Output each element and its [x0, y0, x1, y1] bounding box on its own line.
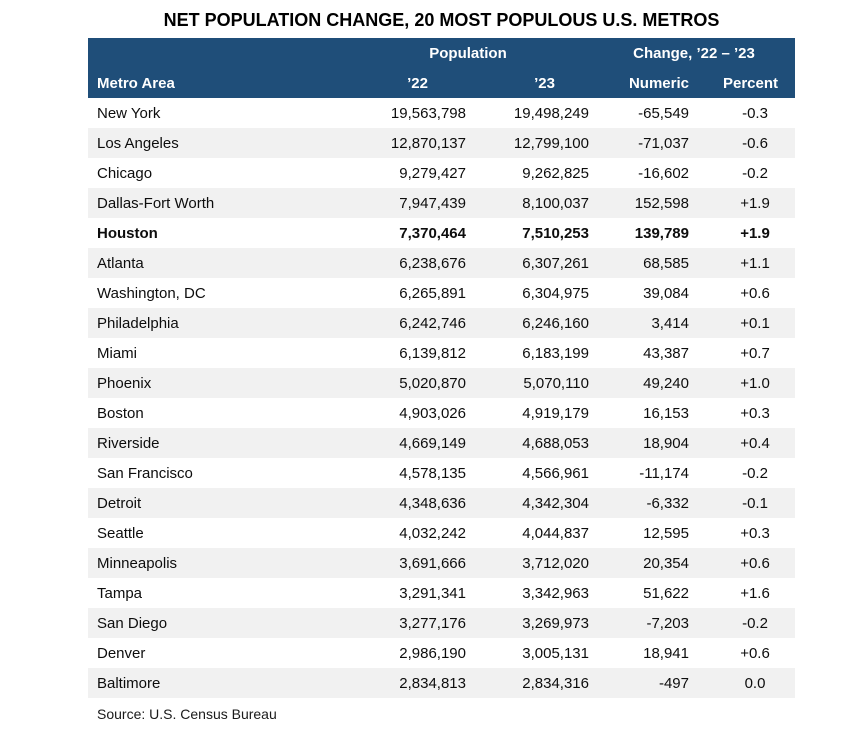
group-header-population: Population	[313, 38, 593, 68]
numeric-cell: -6,332	[646, 494, 689, 512]
percent-cell: -0.1	[742, 494, 768, 512]
table-row	[88, 668, 795, 698]
numeric-cell: -7,203	[646, 614, 689, 632]
percent-cell: +0.6	[740, 644, 770, 662]
pop23-cell: 2,834,316	[522, 674, 589, 692]
table-row	[88, 638, 795, 668]
group-header-spacer	[88, 38, 313, 68]
metro-cell: Baltimore	[97, 674, 161, 692]
pop22-cell: 3,291,341	[399, 584, 466, 602]
table-row	[88, 308, 795, 338]
col-header-pop-23: ’23	[470, 68, 593, 98]
percent-cell: +0.6	[740, 554, 770, 572]
metro-cell: Detroit	[97, 494, 142, 512]
pop23-cell: 6,304,975	[522, 284, 589, 302]
column-header-row	[88, 68, 795, 98]
pop22-cell: 9,279,427	[399, 164, 466, 182]
pop22-cell: 6,238,676	[399, 254, 466, 272]
table-row	[88, 98, 795, 128]
table-row	[88, 128, 795, 158]
metro-cell: Seattle	[97, 524, 144, 542]
percent-cell: -0.2	[742, 164, 768, 182]
table-row	[88, 488, 795, 518]
table-body	[88, 98, 795, 698]
table-row	[88, 368, 795, 398]
metro-cell: Minneapolis	[97, 554, 178, 572]
numeric-cell: 152,598	[634, 194, 689, 212]
numeric-cell: 49,240	[643, 374, 689, 392]
percent-cell: +0.4	[740, 434, 770, 452]
numeric-cell: 18,904	[643, 434, 689, 452]
pop23-cell: 4,342,304	[522, 494, 589, 512]
pop22-cell: 6,242,746	[399, 314, 466, 332]
pop22-cell: 2,834,813	[399, 674, 466, 692]
percent-cell: +1.6	[740, 584, 770, 602]
col-header-pop-22: ’22	[313, 68, 470, 98]
numeric-cell: 68,585	[643, 254, 689, 272]
table-row	[88, 158, 795, 188]
pop23-cell: 19,498,249	[513, 104, 589, 122]
pop22-cell: 5,020,870	[399, 374, 466, 392]
metro-cell: Denver	[97, 644, 146, 662]
metro-cell: San Diego	[97, 614, 168, 632]
numeric-cell: -16,602	[638, 164, 689, 182]
pop23-cell: 3,005,131	[522, 644, 589, 662]
table-row	[88, 458, 795, 488]
pop22-cell: 7,947,439	[399, 194, 466, 212]
numeric-cell: 39,084	[643, 284, 689, 302]
pop23-cell: 5,070,110	[523, 374, 589, 392]
pop22-cell: 7,370,464	[399, 224, 466, 242]
table-row	[88, 398, 795, 428]
percent-cell: +0.7	[740, 344, 770, 362]
pop22-cell: 3,277,176	[399, 614, 466, 632]
metro-cell: San Francisco	[97, 464, 193, 482]
pop23-cell: 8,100,037	[522, 194, 589, 212]
numeric-cell: -71,037	[638, 134, 689, 152]
numeric-cell: -11,174	[639, 464, 689, 482]
metro-cell: New York	[97, 104, 161, 122]
pop23-cell: 6,246,160	[522, 314, 589, 332]
pop22-cell: 3,691,666	[399, 554, 466, 572]
pop23-cell: 12,799,100	[513, 134, 589, 152]
metro-cell: Phoenix	[97, 374, 152, 392]
table-row	[88, 578, 795, 608]
numeric-cell: -497	[658, 674, 689, 692]
percent-cell: +0.1	[740, 314, 770, 332]
pop23-cell: 9,262,825	[522, 164, 589, 182]
numeric-cell: 16,153	[643, 404, 689, 422]
metro-cell: Dallas-Fort Worth	[97, 194, 215, 212]
col-header-metro-area: Metro Area	[88, 68, 313, 98]
table-row	[88, 608, 795, 638]
numeric-cell: 18,941	[643, 644, 689, 662]
pop23-cell: 7,510,253	[522, 224, 589, 242]
numeric-cell: -65,549	[638, 104, 689, 122]
metro-cell: Miami	[97, 344, 137, 362]
pop23-cell: 6,307,261	[522, 254, 589, 272]
metro-cell: Houston	[97, 224, 158, 242]
numeric-cell: 12,595	[643, 524, 689, 542]
metro-cell: Chicago	[97, 164, 153, 182]
percent-cell: -0.2	[742, 464, 768, 482]
metro-cell: Riverside	[97, 434, 160, 452]
pop23-cell: 6,183,199	[522, 344, 589, 362]
table-row	[88, 218, 795, 248]
pop22-cell: 12,870,137	[390, 134, 466, 152]
metro-cell: Atlanta	[97, 254, 144, 272]
pop22-cell: 2,986,190	[399, 644, 466, 662]
percent-cell: +1.0	[740, 374, 770, 392]
pop22-cell: 4,903,026	[399, 404, 466, 422]
table-row	[88, 248, 795, 278]
pop22-cell: 4,578,135	[399, 464, 466, 482]
pop22-cell: 4,348,636	[399, 494, 466, 512]
pop23-cell: 3,342,963	[522, 584, 589, 602]
group-header-row	[88, 38, 795, 68]
metro-cell: Boston	[97, 404, 144, 422]
table-row	[88, 518, 795, 548]
pop22-cell: 6,139,812	[399, 344, 466, 362]
table-row	[88, 188, 795, 218]
numeric-cell: 43,387	[643, 344, 689, 362]
percent-cell: +1.9	[740, 224, 770, 242]
pop23-cell: 3,269,973	[522, 614, 589, 632]
metro-cell: Tampa	[97, 584, 143, 602]
source-note: Source: U.S. Census Bureau	[97, 706, 277, 722]
numeric-cell: 3,414	[651, 314, 689, 332]
pop22-cell: 6,265,891	[399, 284, 466, 302]
pop23-cell: 4,044,837	[522, 524, 589, 542]
percent-cell: +0.3	[740, 524, 770, 542]
table-row	[88, 278, 795, 308]
group-header-change: Change, ’22 – ’23	[593, 38, 795, 68]
percent-cell: +1.1	[740, 254, 770, 272]
chart-title: NET POPULATION CHANGE, 20 MOST POPULOUS U.S. METROS	[163, 10, 720, 30]
percent-cell: +0.3	[740, 404, 770, 422]
table-row	[88, 548, 795, 578]
metro-cell: Washington, DC	[97, 284, 206, 302]
population-table	[88, 38, 795, 698]
col-header-percent: Percent	[693, 68, 795, 98]
pop22-cell: 19,563,798	[390, 104, 466, 122]
col-header-numeric: Numeric	[593, 68, 693, 98]
table-row	[88, 338, 795, 368]
metro-cell: Philadelphia	[97, 314, 179, 332]
percent-cell: 0.0	[744, 674, 766, 692]
pop23-cell: 4,919,179	[522, 404, 589, 422]
pop23-cell: 3,712,020	[522, 554, 589, 572]
pop23-cell: 4,566,961	[522, 464, 589, 482]
table-header	[88, 38, 795, 98]
numeric-cell: 20,354	[643, 554, 689, 572]
percent-cell: -0.2	[742, 614, 768, 632]
pop22-cell: 4,032,242	[399, 524, 466, 542]
percent-cell: -0.3	[742, 104, 768, 122]
percent-cell: +0.6	[740, 284, 770, 302]
pop23-cell: 4,688,053	[522, 434, 589, 452]
pop22-cell: 4,669,149	[399, 434, 466, 452]
numeric-cell: 139,789	[634, 224, 689, 242]
percent-cell: -0.6	[742, 134, 768, 152]
numeric-cell: 51,622	[643, 584, 689, 602]
percent-cell: +1.9	[740, 194, 770, 212]
metro-cell: Los Angeles	[97, 134, 179, 152]
table-row	[88, 428, 795, 458]
